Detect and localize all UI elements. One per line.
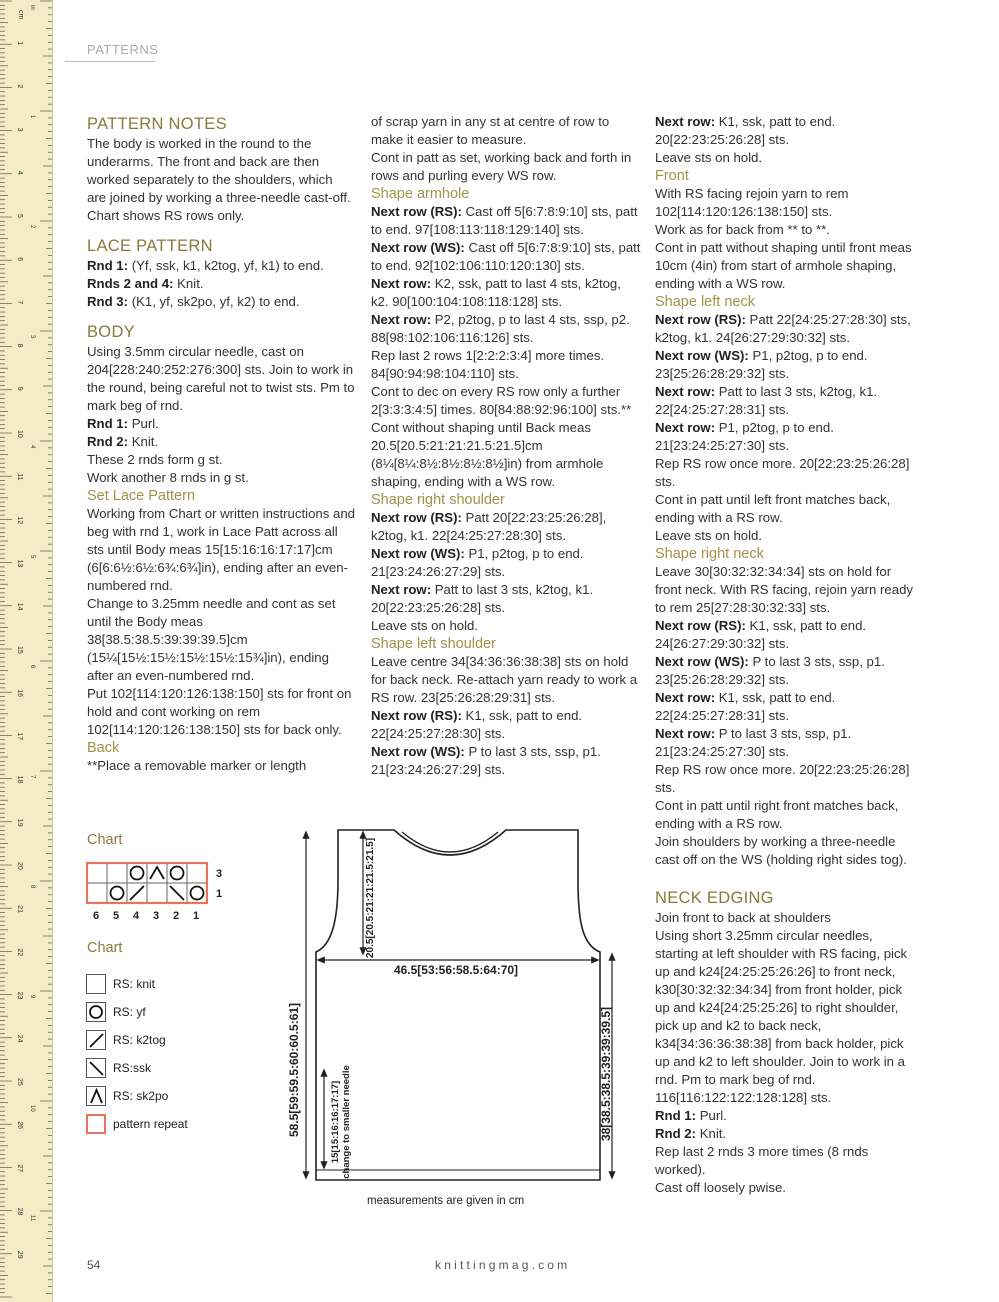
body-text: Cont to dec on every RS row only a further 2[3:3:3:4:5] times. 80[84:88:92:96:100] sts.**: [371, 384, 632, 417]
body-text: With RS facing rejoin yarn to rem 102[114:120:126:138:150] sts.: [655, 186, 849, 219]
ruler-cm-label: 20: [16, 862, 23, 870]
body-text: Working from Chart or written instructions and beg with rnd 1, work in Lace Patt across all sts until Body meas 15[15:16:16:17:17]cm (6[6:6½:6½:6¾:6¾]in), ending after an even-numbered rnd.: [87, 506, 355, 593]
ruler-cm-label: 2: [16, 84, 23, 89]
lace-chart-graphic: [86, 862, 236, 924]
body-length-label: 38[38.5:38.5:39:39:39.5]: [599, 1006, 613, 1142]
instruction-text: P1, p2tog, p to end. 21[23:24:26:27:29] sts.: [371, 546, 584, 579]
instruction-label: Next row (WS):: [655, 348, 749, 363]
body-text: Rep RS row once more. 20[22:23:25:26:28] sts.: [655, 762, 910, 795]
shape-left-neck-heading: Shape left neck: [655, 294, 755, 310]
instruction-label: Next row (WS):: [371, 546, 465, 561]
instruction: [655, 383, 917, 419]
instruction-text: Purl.: [696, 1108, 727, 1123]
body-text: Cont in patt without shaping until front meas 10cm (4in) from start of armhole shaping, ending with a WS row.: [655, 240, 912, 291]
ruler-cm-label: 29: [16, 1250, 23, 1259]
instruction-text: Patt 20[22:23:25:26:28], k2tog, k1. 22[24:25:27:28:30] sts.: [371, 510, 607, 543]
body-text: Cont in patt as set, working back and forth in rows and purling every WS row.: [371, 150, 632, 183]
ruler-cm-label: 13: [16, 559, 23, 568]
instruction-text: P1, p2tog, p to end. 21[23:24:25:27:30] sts.: [655, 420, 834, 453]
ruler-cm-label: 10: [16, 430, 23, 438]
instruction-label: Rnd 2:: [655, 1126, 697, 1141]
chart-row-label: 3: [216, 868, 223, 880]
ruler-inch-label: 1: [29, 115, 35, 119]
ruler-cm-label: 12: [16, 516, 23, 525]
instruction: [87, 433, 355, 451]
instruction: [371, 509, 641, 545]
body-text: Cont in patt until right front matches back, ending with a RS row.: [655, 798, 899, 831]
body-text: Cast off loosely pwise.: [655, 1180, 786, 1195]
instruction-text: P1, p2tog, p to end. 23[25:26:28:29:32] sts.: [655, 348, 868, 381]
shape-right-neck-heading: Shape right neck: [655, 546, 764, 562]
front-heading: Front: [655, 168, 689, 184]
instruction: [87, 257, 355, 275]
ruler-inch-label: 5: [29, 555, 35, 559]
column-1: [87, 113, 355, 775]
chart-title: Chart: [87, 832, 123, 848]
instruction: [655, 617, 917, 653]
instruction-text: Patt to last 3 sts, k2tog, k1. 22[24:25:27:28:31] sts.: [655, 384, 878, 417]
key-label: RS:ssk: [113, 1061, 152, 1075]
chart-col-label: 2: [173, 910, 180, 922]
instruction: [655, 689, 917, 725]
ruler-cm-label: 24: [16, 1034, 23, 1043]
body-text: of scrap yarn in any st at centre of row to make it easier to measure.: [371, 114, 610, 147]
instruction: [371, 239, 641, 275]
ruler-inch-label: 8: [29, 885, 35, 889]
instruction-label: Rnds 2 and 4:: [87, 276, 174, 291]
needle-change-note: change to smaller needle: [341, 1065, 352, 1179]
instruction-label: Next row:: [371, 582, 432, 597]
column-2: [371, 113, 641, 779]
column-3: [655, 113, 917, 1197]
ruler-cm-label: 14: [16, 602, 23, 611]
body-heading: BODY: [87, 323, 135, 341]
ruler-cm-label: 28: [16, 1207, 23, 1216]
red-square-icon: [86, 1114, 106, 1134]
ruler-cm-label: 26: [16, 1121, 23, 1129]
instruction: [655, 1125, 917, 1143]
needle-change-measure: 15[15:16:16:17:17]: [330, 1080, 341, 1164]
ruler-cm-label: 6: [16, 257, 23, 262]
instruction-text: K2, ssk, patt to last 4 sts, k2tog, k2. 90[100:104:108:118:128] sts.: [371, 276, 621, 309]
width-label: 46.5[53:56:58.5:64:70]: [393, 963, 519, 977]
instruction-text: (Yf, ssk, k1, k2tog, yf, k1) to end.: [128, 258, 324, 273]
pattern-notes-text: Chart shows RS rows only.: [87, 208, 245, 223]
instruction: [371, 203, 641, 239]
instruction-label: Next row (RS):: [371, 708, 462, 723]
body-text: Leave 30[30:32:32:34:34] sts on hold for front neck. With RS facing, rejoin yarn ready to rem 25[27:28:30:32:33] sts.: [655, 564, 913, 615]
instruction-text: (K1, yf, sk2po, yf, k2) to end.: [128, 294, 300, 309]
chart-col-label: 1: [193, 910, 200, 922]
instruction-text: Knit.: [173, 276, 204, 291]
instruction-text: K1, ssk, patt to end. 22[24:25:27:28:31] sts.: [655, 690, 836, 723]
site-url: knittingmag.com: [435, 1258, 571, 1272]
instruction-label: Rnd 1:: [655, 1108, 697, 1123]
ruler-cm-label: 19: [16, 818, 23, 827]
forward-slash-icon: [86, 1030, 106, 1050]
instruction-text: K1, ssk, patt to end. 24[26:27:29:30:32] sts.: [655, 618, 867, 651]
diagram-caption: measurements are given in cm: [367, 1195, 525, 1207]
instruction-text: P to last 3 sts, ssp, p1. 21[23:24:26:27:29] sts.: [371, 744, 601, 777]
ruler-cm-label: 9: [16, 386, 23, 391]
chart-col-label: 6: [93, 910, 100, 922]
key-label: RS: knit: [113, 977, 156, 991]
instruction-label: Next row:: [371, 276, 432, 291]
instruction-label: Next row:: [655, 420, 716, 435]
instruction: [371, 311, 641, 347]
instruction-text: P2, p2tog, p to last 4 sts, ssp, p2. 88[98:102:106:116:126] sts.: [371, 312, 630, 345]
ruler-graphic: [0, 0, 52, 1302]
ruler-cm-label: 7: [16, 300, 23, 305]
body-text: Join shoulders by working a three-needle cast off on the WS (holding right sides tog).: [655, 834, 907, 867]
instruction: [655, 1107, 917, 1125]
instruction-label: Next row:: [655, 384, 716, 399]
ruler-cm-label: 17: [16, 732, 23, 741]
body-text: Leave centre 34[34:36:36:38:38] sts on hold for back neck. Re-attach yarn ready to work a RS row. 23[25:26:28:29:31] sts.: [371, 654, 638, 705]
instruction: [87, 415, 355, 433]
ruler-cm-label: 11: [16, 473, 23, 481]
blank-square-icon: [86, 974, 106, 994]
pattern-notes-text: The body is worked in the round to the underarms. The front and back are then worked separately to the shoulders, which are joined by working a three-needle cast-off.: [87, 136, 351, 205]
instruction-text: K1, ssk, patt to end. 20[22:23:25:26:28] sts.: [655, 114, 836, 147]
ruler-cm-label: 3: [16, 127, 23, 132]
shape-right-shoulder-heading: Shape right shoulder: [371, 492, 505, 508]
body-text: Join front to back at shoulders: [655, 910, 831, 925]
body-text: Leave sts on hold.: [655, 150, 763, 165]
chart-col-label: 3: [153, 910, 160, 922]
instruction: [371, 275, 641, 311]
ruler-cm-label: 23: [16, 991, 23, 1000]
instruction: [371, 707, 641, 743]
ruler-cm-label: 5: [16, 214, 23, 218]
schematic-diagram: [280, 820, 630, 1200]
instruction-label: Next row:: [655, 690, 716, 705]
ruler-cm-label: 1: [16, 41, 23, 46]
header-rule: [65, 61, 155, 62]
instruction: [655, 653, 917, 689]
ruler-cm-label: 16: [16, 689, 23, 697]
ruler-unit-label: cm: [17, 10, 24, 20]
instruction: [655, 347, 917, 383]
body-text: Work another 8 rnds in g st.: [87, 470, 249, 485]
instruction-label: Next row (WS):: [655, 654, 749, 669]
key-label: RS: yf: [113, 1005, 146, 1019]
pattern-notes-heading: PATTERN NOTES: [87, 115, 227, 133]
instruction-text: Knit.: [128, 434, 159, 449]
body-text: Change to 3.25mm needle and cont as set until the Body meas 38[38.5:38.5:39:39:39.5]cm (15¼[15½:15½:15½:15½:15¾]in), ending after an even-numbered rnd.: [87, 596, 336, 683]
instruction: [371, 581, 641, 617]
instruction: [655, 311, 917, 347]
chart-col-label: 4: [133, 910, 140, 922]
ruler-cm-label: 18: [16, 775, 23, 784]
ruler-inch-label: 7: [29, 775, 35, 779]
instruction-text: Knit.: [696, 1126, 727, 1141]
armhole-depth-label: 20.5[20.5:21:21:21.5:21.5]: [365, 837, 376, 959]
ruler-inch-label: 4: [29, 445, 35, 449]
ruler-inch-label: 10: [29, 1105, 35, 1112]
instruction-label: Rnd 2:: [87, 434, 129, 449]
instruction-label: Next row (RS):: [371, 204, 462, 219]
instruction-label: Rnd 3:: [87, 294, 129, 309]
instruction-text: Patt to last 3 sts, k2tog, k1. 20[22:23:25:26:28] sts.: [371, 582, 594, 615]
instruction: [655, 725, 917, 761]
key-label: RS: sk2po: [113, 1089, 169, 1103]
ruler: [0, 0, 53, 1302]
body-text: These 2 rnds form g st.: [87, 452, 223, 467]
body-text: Using short 3.25mm circular needles, starting at left shoulder with RS facing, pick up and k24[24:25:25:26:26] to front neck, k30[30:32:32:34:34] from front holder, pick up and k24[24:25:25:26] to right shoulder, pick up and k2 to back neck, k34[34:36:36:38:38] from back holder, pick up and k2 to left shoulder. Join to work in a rnd. Pm to mark beg of rnd. 116[116:122:122:128:128] sts.: [655, 928, 908, 1105]
schematic-graphic: [280, 820, 630, 1195]
section-label: PATTERNS: [87, 42, 159, 57]
body-text: Cont without shaping until Back meas 20.5[20.5:21:21:21.5:21.5]cm (8¼[8¼:8½:8½:8½:8½]in) from armhole shaping, ending with a WS row.: [371, 420, 604, 489]
instruction-label: Next row (RS):: [655, 618, 746, 633]
instruction-text: Cast off 5[6:7:8:9:10] sts, patt to end. 97[108:113:118:129:140] sts.: [371, 204, 638, 237]
instruction: [87, 275, 355, 293]
body-text: Put 102[114:120:126:138:150] sts for front on hold and cont working on rem 102[114:120:126:138:150] sts for back only.: [87, 686, 352, 737]
instruction: [655, 113, 917, 149]
page-number: 54: [87, 1258, 101, 1272]
ruler-cm-label: 4: [16, 170, 23, 175]
body-text: Cont in patt until left front matches back, ending with a RS row.: [655, 492, 891, 525]
instruction-text: Cast off 5[6:7:8:9:10] sts, patt to end. 92[102:106:110:120:130] sts.: [371, 240, 641, 273]
lace-chart: [86, 862, 236, 929]
ruler-inch-label: 6: [29, 665, 35, 669]
body-text: Rep RS row once more. 20[22:23:25:26:28] sts.: [655, 456, 910, 489]
ruler-inch-label: 3: [29, 335, 35, 339]
instruction-label: Next row:: [655, 114, 716, 129]
instruction-label: Rnd 1:: [87, 416, 129, 431]
body-text: Rep last 2 rnds 3 more times (8 rnds worked).: [655, 1144, 869, 1177]
chart-row-label: 1: [216, 888, 223, 900]
total-length-label: 58.5[59:59.5:60:60.5:61]: [287, 1002, 301, 1138]
instruction-text: K1, ssk, patt to end. 22[24:25:27:28:30] sts.: [371, 708, 583, 741]
set-lace-heading: Set Lace Pattern: [87, 488, 196, 504]
ruler-cm-label: 8: [16, 343, 23, 348]
instruction-label: Next row (WS):: [371, 240, 465, 255]
body-text: Work as for back from ** to **.: [655, 222, 830, 237]
body-text: Using 3.5mm circular needle, cast on 204[228:240:252:276:300] sts. Join to work in the round, being careful not to twist sts. Pm to mark beg of rnd.: [87, 344, 355, 413]
chart-col-label: 5: [113, 910, 120, 922]
neck-edging-heading: NECK EDGING: [655, 889, 774, 907]
lace-pattern-heading: LACE PATTERN: [87, 237, 213, 255]
ruler-cm-label: 15: [16, 646, 23, 654]
instruction-label: Rnd 1:: [87, 258, 129, 273]
instruction: [655, 419, 917, 455]
key-title: Chart: [87, 940, 123, 956]
instruction-label: Next row (RS):: [371, 510, 462, 525]
shape-armhole-heading: Shape armhole: [371, 186, 470, 202]
body-text: **Place a removable marker or length: [87, 758, 307, 773]
instruction-text: Purl.: [128, 416, 159, 431]
body-text: Leave sts on hold.: [371, 618, 479, 633]
shape-left-shoulder-heading: Shape left shoulder: [371, 636, 496, 652]
key-label: pattern repeat: [113, 1117, 188, 1131]
ruler-cm-label: 25: [16, 1078, 23, 1086]
instruction-label: Next row:: [655, 726, 716, 741]
body-text: Rep last 2 rows 1[2:2:2:3:4] more times. 84[90:94:98:104:110] sts.: [371, 348, 605, 381]
instruction: [371, 743, 641, 779]
instruction-text: P to last 3 sts, ssp, p1. 23[25:26:28:29:32] sts.: [655, 654, 885, 687]
ruler-inch-label: 2: [29, 225, 35, 229]
instruction-text: Patt 22[24:25:27:28:30] sts, k2tog, k1. 24[26:27:29:30:32] sts.: [655, 312, 911, 345]
instruction-label: Next row (WS):: [371, 744, 465, 759]
back-slash-icon: [86, 1058, 106, 1078]
back-heading: Back: [87, 740, 120, 756]
ruler-inch-label: 11: [29, 1215, 35, 1222]
ruler-cm-label: 21: [16, 905, 23, 913]
caret-icon: [86, 1086, 106, 1106]
ruler-cm-label: 27: [16, 1164, 23, 1173]
key-label: RS: k2tog: [113, 1033, 166, 1047]
ruler-inch-label: 9: [29, 995, 35, 999]
ruler-cm-label: 22: [16, 948, 23, 957]
instruction-label: Next row:: [371, 312, 432, 327]
instruction: [371, 545, 641, 581]
ruler-inch-label: in: [29, 5, 35, 10]
circle-icon: [86, 1002, 106, 1022]
instruction: [87, 293, 355, 311]
instruction-label: Next row (RS):: [655, 312, 746, 327]
instruction-text: P to last 3 sts, ssp, p1. 21[23:24:25:27:30] sts.: [655, 726, 852, 759]
body-text: Leave sts on hold.: [655, 528, 763, 543]
